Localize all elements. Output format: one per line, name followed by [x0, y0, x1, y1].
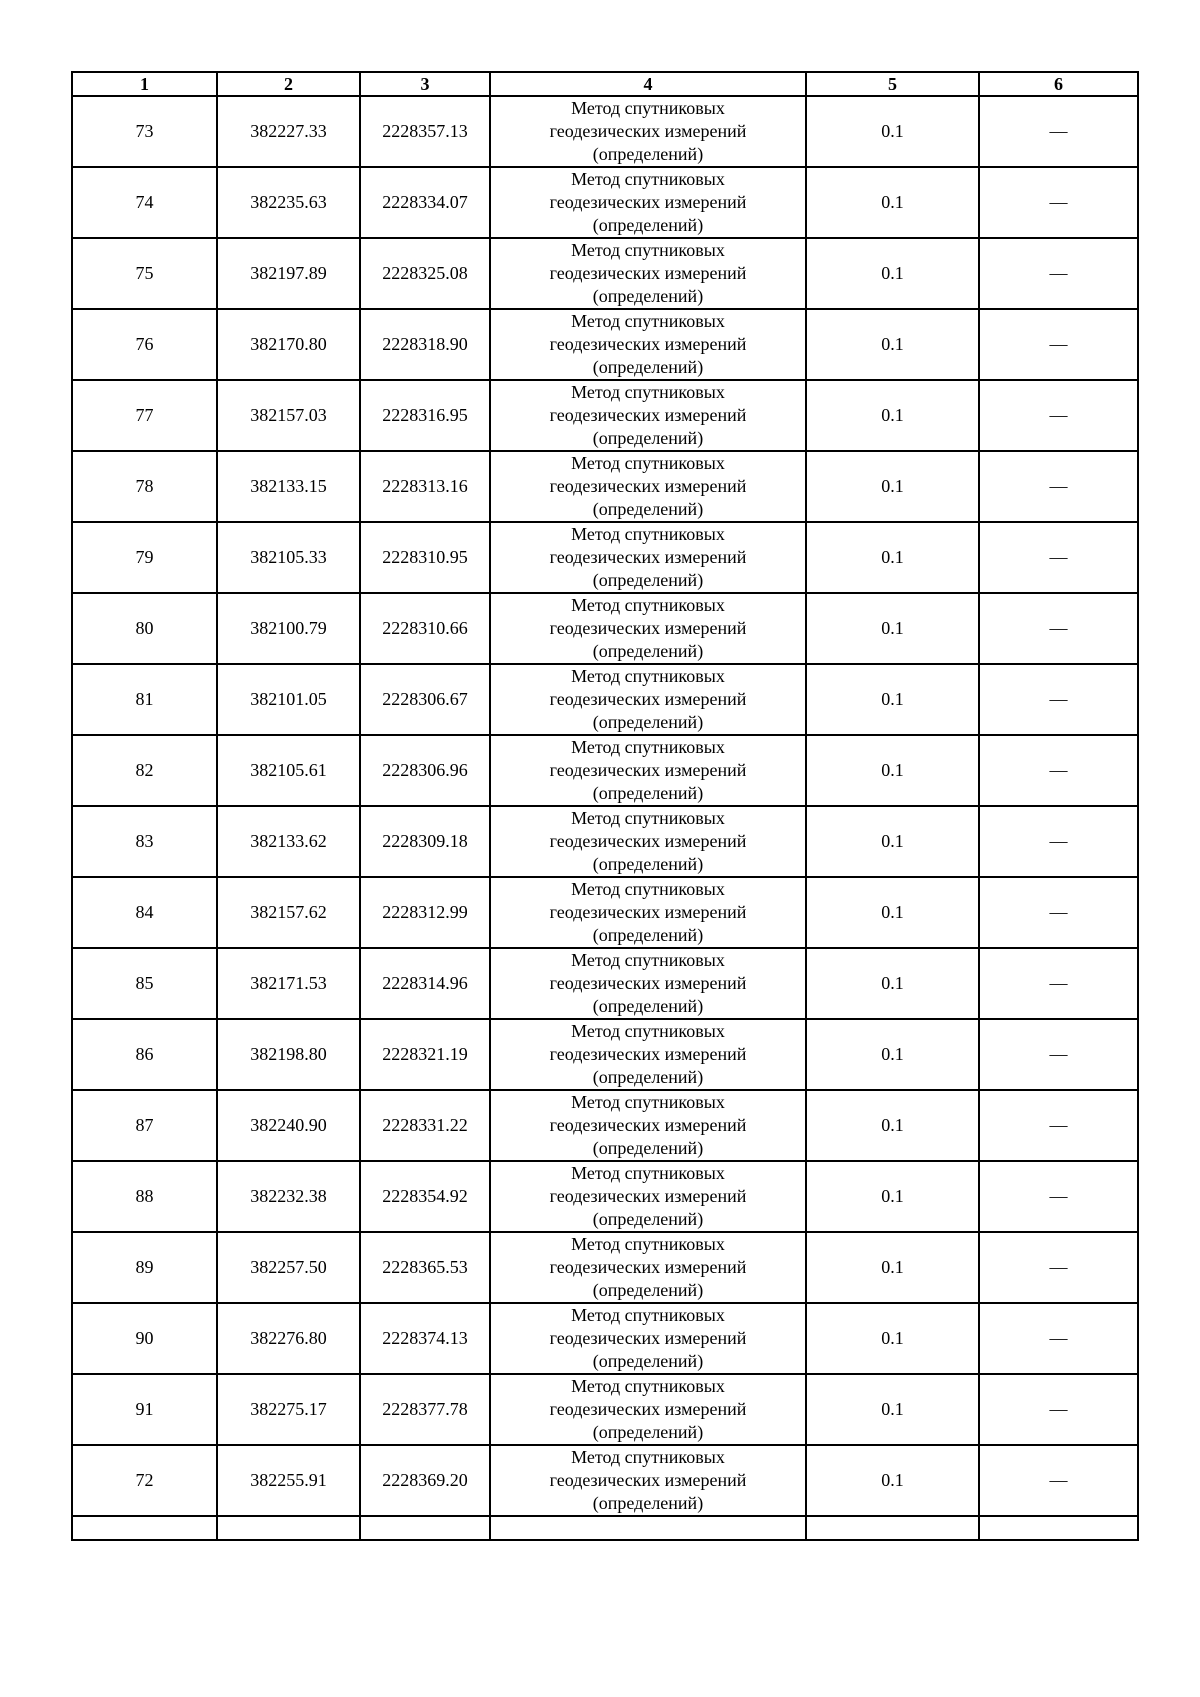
point-number-cell: 75	[72, 238, 217, 309]
table-row	[72, 1303, 1138, 1374]
method-text-line: геодезических измерений	[549, 689, 747, 709]
y-coordinate-cell: 2228318.90	[360, 309, 490, 380]
y-coordinate-cell: 2228365.53	[360, 1232, 490, 1303]
method-text-line: Метод спутниковых	[571, 1376, 725, 1396]
y-coordinate-cell: 2228306.67	[360, 664, 490, 735]
point-number-cell: 83	[72, 806, 217, 877]
method-text-line: Метод спутниковых	[571, 879, 725, 899]
table-row	[72, 877, 1138, 948]
method-text-line: (определений)	[592, 1351, 704, 1371]
method-text-line: геодезических измерений	[549, 1115, 747, 1135]
x-coordinate-cell: 382100.79	[217, 593, 360, 664]
accuracy-cell: 0.1	[806, 309, 979, 380]
x-coordinate-cell: 382275.17	[217, 1374, 360, 1445]
x-coordinate-cell: 382133.15	[217, 451, 360, 522]
header-row	[72, 72, 1138, 96]
note-cell: —	[979, 167, 1138, 238]
method-text-line: Метод спутниковых	[571, 950, 725, 970]
method-text-line: (определений)	[592, 1280, 704, 1300]
table-row	[72, 948, 1138, 1019]
method-text-line: (определений)	[592, 925, 704, 945]
method-text-line: (определений)	[592, 215, 704, 235]
table-row	[72, 96, 1138, 167]
method-text-line: Метод спутниковых	[571, 737, 725, 757]
table-row	[72, 1232, 1138, 1303]
table-row	[72, 593, 1138, 664]
note-cell: —	[979, 96, 1138, 167]
method-cell	[490, 309, 806, 380]
method-cell	[490, 1019, 806, 1090]
accuracy-cell: 0.1	[806, 380, 979, 451]
accuracy-cell: 0.1	[806, 1232, 979, 1303]
x-coordinate-cell: 382157.62	[217, 877, 360, 948]
point-number-cell: 84	[72, 877, 217, 948]
point-number-cell: 82	[72, 735, 217, 806]
header-col-6: 6	[979, 72, 1138, 96]
x-coordinate-cell: 382232.38	[217, 1161, 360, 1232]
method-text-line: геодезических измерений	[549, 192, 747, 212]
method-text-line: геодезических измерений	[549, 1186, 747, 1206]
method-text-line: (определений)	[592, 712, 704, 732]
y-coordinate-cell: 2228309.18	[360, 806, 490, 877]
method-text-line: геодезических измерений	[549, 973, 747, 993]
accuracy-cell: 0.1	[806, 806, 979, 877]
method-text-line: Метод спутниковых	[571, 98, 725, 118]
method-text-line: Метод спутниковых	[571, 1447, 725, 1467]
table-row	[72, 380, 1138, 451]
y-coordinate-cell: 2228377.78	[360, 1374, 490, 1445]
y-coordinate-cell: 2228354.92	[360, 1161, 490, 1232]
table-row	[72, 1374, 1138, 1445]
method-text-line: Метод спутниковых	[571, 240, 725, 260]
method-text-line: (определений)	[592, 783, 704, 803]
point-number-cell: 74	[72, 167, 217, 238]
accuracy-cell: 0.1	[806, 593, 979, 664]
note-cell: —	[979, 948, 1138, 1019]
method-text-line: геодезических измерений	[549, 618, 747, 638]
note-cell: —	[979, 806, 1138, 877]
note-cell: —	[979, 1445, 1138, 1516]
method-text-line: Метод спутниковых	[571, 169, 725, 189]
y-coordinate-cell: 2228313.16	[360, 451, 490, 522]
table-row-empty	[72, 1516, 1138, 1540]
point-number-cell: 86	[72, 1019, 217, 1090]
coordinates-table	[71, 71, 1139, 1541]
accuracy-cell: 0.1	[806, 1019, 979, 1090]
method-cell	[490, 664, 806, 735]
x-coordinate-cell: 382255.91	[217, 1445, 360, 1516]
accuracy-cell: 0.1	[806, 1374, 979, 1445]
method-cell	[490, 1232, 806, 1303]
table-row	[72, 522, 1138, 593]
y-coordinate-cell: 2228331.22	[360, 1090, 490, 1161]
method-cell	[490, 167, 806, 238]
point-number-cell: 91	[72, 1374, 217, 1445]
header-col-1: 1	[72, 72, 217, 96]
method-text-line: (определений)	[592, 1209, 704, 1229]
note-cell: —	[979, 522, 1138, 593]
x-coordinate-cell: 382240.90	[217, 1090, 360, 1161]
x-coordinate-cell: 382171.53	[217, 948, 360, 1019]
note-cell: —	[979, 735, 1138, 806]
point-number-cell: 73	[72, 96, 217, 167]
method-text-line: Метод спутниковых	[571, 1305, 725, 1325]
accuracy-cell: 0.1	[806, 948, 979, 1019]
y-coordinate-cell: 2228316.95	[360, 380, 490, 451]
method-cell	[490, 948, 806, 1019]
x-coordinate-cell: 382101.05	[217, 664, 360, 735]
empty-cell	[360, 1516, 490, 1540]
point-number-cell: 78	[72, 451, 217, 522]
table-row	[72, 167, 1138, 238]
document-page	[71, 71, 1137, 1541]
method-cell	[490, 735, 806, 806]
point-number-cell: 76	[72, 309, 217, 380]
empty-cell	[490, 1516, 806, 1540]
x-coordinate-cell: 382197.89	[217, 238, 360, 309]
method-cell	[490, 380, 806, 451]
method-text-line: геодезических измерений	[549, 1470, 747, 1490]
method-text-line: Метод спутниковых	[571, 453, 725, 473]
point-number-cell: 72	[72, 1445, 217, 1516]
header-col-5: 5	[806, 72, 979, 96]
x-coordinate-cell: 382105.33	[217, 522, 360, 593]
point-number-cell: 89	[72, 1232, 217, 1303]
method-text-line: (определений)	[592, 1067, 704, 1087]
method-cell	[490, 451, 806, 522]
header-col-2: 2	[217, 72, 360, 96]
method-text-line: геодезических измерений	[549, 121, 747, 141]
method-text-line: геодезических измерений	[549, 547, 747, 567]
table-row	[72, 1445, 1138, 1516]
x-coordinate-cell: 382257.50	[217, 1232, 360, 1303]
method-text-line: Метод спутниковых	[571, 1021, 725, 1041]
point-number-cell: 87	[72, 1090, 217, 1161]
empty-cell	[217, 1516, 360, 1540]
y-coordinate-cell: 2228312.99	[360, 877, 490, 948]
y-coordinate-cell: 2228334.07	[360, 167, 490, 238]
method-text-line: геодезических измерений	[549, 1044, 747, 1064]
method-text-line: (определений)	[592, 499, 704, 519]
y-coordinate-cell: 2228374.13	[360, 1303, 490, 1374]
y-coordinate-cell: 2228314.96	[360, 948, 490, 1019]
method-cell	[490, 1445, 806, 1516]
method-text-line: (определений)	[592, 1422, 704, 1442]
note-cell: —	[979, 451, 1138, 522]
method-text-line: Метод спутниковых	[571, 1163, 725, 1183]
y-coordinate-cell: 2228310.66	[360, 593, 490, 664]
empty-cell	[806, 1516, 979, 1540]
method-text-line: геодезических измерений	[549, 405, 747, 425]
accuracy-cell: 0.1	[806, 735, 979, 806]
table-row	[72, 735, 1138, 806]
method-text-line: Метод спутниковых	[571, 524, 725, 544]
accuracy-cell: 0.1	[806, 1090, 979, 1161]
method-text-line: (определений)	[592, 144, 704, 164]
method-text-line: Метод спутниковых	[571, 1234, 725, 1254]
method-text-line: геодезических измерений	[549, 476, 747, 496]
table-row	[72, 806, 1138, 877]
method-cell	[490, 96, 806, 167]
accuracy-cell: 0.1	[806, 522, 979, 593]
method-text-line: Метод спутниковых	[571, 311, 725, 331]
method-cell	[490, 877, 806, 948]
note-cell: —	[979, 593, 1138, 664]
note-cell: —	[979, 1090, 1138, 1161]
table-row	[72, 1090, 1138, 1161]
accuracy-cell: 0.1	[806, 877, 979, 948]
note-cell: —	[979, 1232, 1138, 1303]
method-text-line: геодезических измерений	[549, 263, 747, 283]
y-coordinate-cell: 2228310.95	[360, 522, 490, 593]
x-coordinate-cell: 382133.62	[217, 806, 360, 877]
method-text-line: (определений)	[592, 286, 704, 306]
accuracy-cell: 0.1	[806, 96, 979, 167]
accuracy-cell: 0.1	[806, 451, 979, 522]
accuracy-cell: 0.1	[806, 1161, 979, 1232]
x-coordinate-cell: 382157.03	[217, 380, 360, 451]
note-cell: —	[979, 1019, 1138, 1090]
table-row	[72, 451, 1138, 522]
method-text-line: Метод спутниковых	[571, 666, 725, 686]
x-coordinate-cell: 382105.61	[217, 735, 360, 806]
y-coordinate-cell: 2228357.13	[360, 96, 490, 167]
method-text-line: (определений)	[592, 1493, 704, 1513]
note-cell: —	[979, 1161, 1138, 1232]
method-text-line: геодезических измерений	[549, 1328, 747, 1348]
method-cell	[490, 1303, 806, 1374]
y-coordinate-cell: 2228369.20	[360, 1445, 490, 1516]
accuracy-cell: 0.1	[806, 167, 979, 238]
method-cell	[490, 1090, 806, 1161]
table-row	[72, 1019, 1138, 1090]
note-cell: —	[979, 238, 1138, 309]
x-coordinate-cell: 382170.80	[217, 309, 360, 380]
accuracy-cell: 0.1	[806, 1303, 979, 1374]
empty-cell	[72, 1516, 217, 1540]
point-number-cell: 79	[72, 522, 217, 593]
method-text-line: (определений)	[592, 996, 704, 1016]
method-text-line: (определений)	[592, 570, 704, 590]
header-col-4: 4	[490, 72, 806, 96]
method-text-line: (определений)	[592, 428, 704, 448]
accuracy-cell: 0.1	[806, 238, 979, 309]
y-coordinate-cell: 2228325.08	[360, 238, 490, 309]
x-coordinate-cell: 382198.80	[217, 1019, 360, 1090]
method-text-line: геодезических измерений	[549, 902, 747, 922]
point-number-cell: 80	[72, 593, 217, 664]
point-number-cell: 88	[72, 1161, 217, 1232]
note-cell: —	[979, 380, 1138, 451]
point-number-cell: 81	[72, 664, 217, 735]
accuracy-cell: 0.1	[806, 664, 979, 735]
method-text-line: Метод спутниковых	[571, 382, 725, 402]
method-text-line: (определений)	[592, 357, 704, 377]
method-text-line: (определений)	[592, 1138, 704, 1158]
method-cell	[490, 593, 806, 664]
method-cell	[490, 238, 806, 309]
method-cell	[490, 1374, 806, 1445]
method-cell	[490, 1161, 806, 1232]
note-cell: —	[979, 309, 1138, 380]
method-cell	[490, 806, 806, 877]
note-cell: —	[979, 664, 1138, 735]
method-text-line: Метод спутниковых	[571, 808, 725, 828]
y-coordinate-cell: 2228306.96	[360, 735, 490, 806]
method-text-line: (определений)	[592, 641, 704, 661]
method-text-line: Метод спутниковых	[571, 1092, 725, 1112]
table-row	[72, 664, 1138, 735]
point-number-cell: 90	[72, 1303, 217, 1374]
method-text-line: геодезических измерений	[549, 760, 747, 780]
method-text-line: геодезических измерений	[549, 334, 747, 354]
method-text-line: геодезических измерений	[549, 1257, 747, 1277]
header-col-3: 3	[360, 72, 490, 96]
x-coordinate-cell: 382276.80	[217, 1303, 360, 1374]
method-cell	[490, 522, 806, 593]
accuracy-cell: 0.1	[806, 1445, 979, 1516]
point-number-cell: 85	[72, 948, 217, 1019]
table-row	[72, 1161, 1138, 1232]
table-row	[72, 309, 1138, 380]
point-number-cell: 77	[72, 380, 217, 451]
table-row	[72, 238, 1138, 309]
empty-cell	[979, 1516, 1138, 1540]
method-text-line: Метод спутниковых	[571, 595, 725, 615]
note-cell: —	[979, 1374, 1138, 1445]
x-coordinate-cell: 382235.63	[217, 167, 360, 238]
x-coordinate-cell: 382227.33	[217, 96, 360, 167]
y-coordinate-cell: 2228321.19	[360, 1019, 490, 1090]
note-cell: —	[979, 1303, 1138, 1374]
method-text-line: (определений)	[592, 854, 704, 874]
method-text-line: геодезических измерений	[549, 831, 747, 851]
note-cell: —	[979, 877, 1138, 948]
method-text-line: геодезических измерений	[549, 1399, 747, 1419]
